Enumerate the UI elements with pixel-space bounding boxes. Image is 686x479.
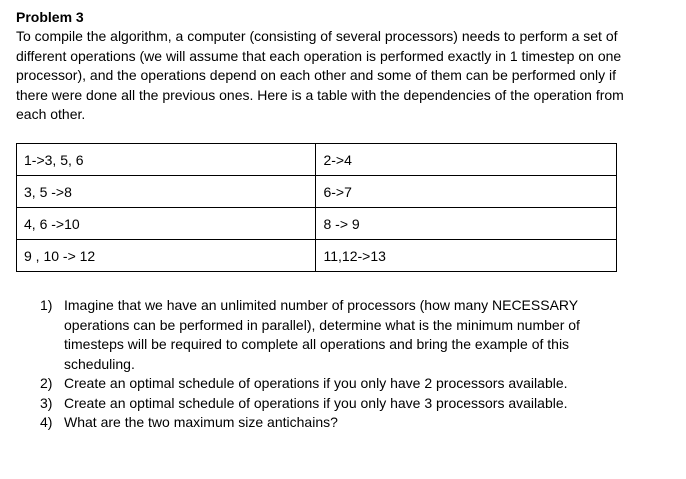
table-cell: 3, 5 ->8 [17, 176, 316, 208]
list-item [30, 394, 630, 414]
question-text: Imagine that we have an unlimited number of processors (how many NECESSARY operations can be performed in parallel), determine what is the minimum number of timesteps will be required to complete all operations and bring the example of this scheduling. [64, 297, 580, 372]
question-text: What are the two maximum size antichains? [64, 414, 338, 430]
problem-title: Problem 3 [16, 9, 84, 25]
list-item [30, 374, 630, 394]
question-number: 3) [40, 394, 53, 411]
table-cell: 8 -> 9 [316, 208, 617, 240]
list-item [30, 413, 630, 433]
dependency-table [16, 143, 617, 272]
problem-intro: To compile the algorithm, a computer (consisting of several processors) needs to perform a set of different operations (we will assume that each operation is performed exactly in 1 timestep on one processor), and the operations depend on each other and some of them can be performed only if there were done all the previous ones. Here is a table with the dependencies of the operation from each other. [16, 28, 624, 122]
question-number: 2) [40, 375, 53, 391]
table-cell: 2->4 [316, 144, 617, 176]
list-item [30, 296, 630, 374]
table-cell: 6->7 [316, 176, 617, 208]
question-text: Create an optimal schedule of operations if you only have 3 processors available. [64, 394, 568, 411]
question-number: 1) [40, 297, 53, 313]
table-cell: 9 , 10 -> 12 [17, 240, 316, 272]
table-row [17, 144, 617, 176]
table-cell: 11,12->13 [316, 240, 617, 272]
table-row [17, 208, 617, 240]
question-text: Create an optimal schedule of operations if you only have 2 processors available. [64, 375, 568, 391]
table-cell: 1->3, 5, 6 [17, 144, 316, 176]
table-row [17, 240, 617, 272]
question-list [30, 296, 630, 433]
question-number: 4) [40, 414, 53, 430]
table-cell: 4, 6 ->10 [17, 208, 316, 240]
table-row [17, 176, 617, 208]
